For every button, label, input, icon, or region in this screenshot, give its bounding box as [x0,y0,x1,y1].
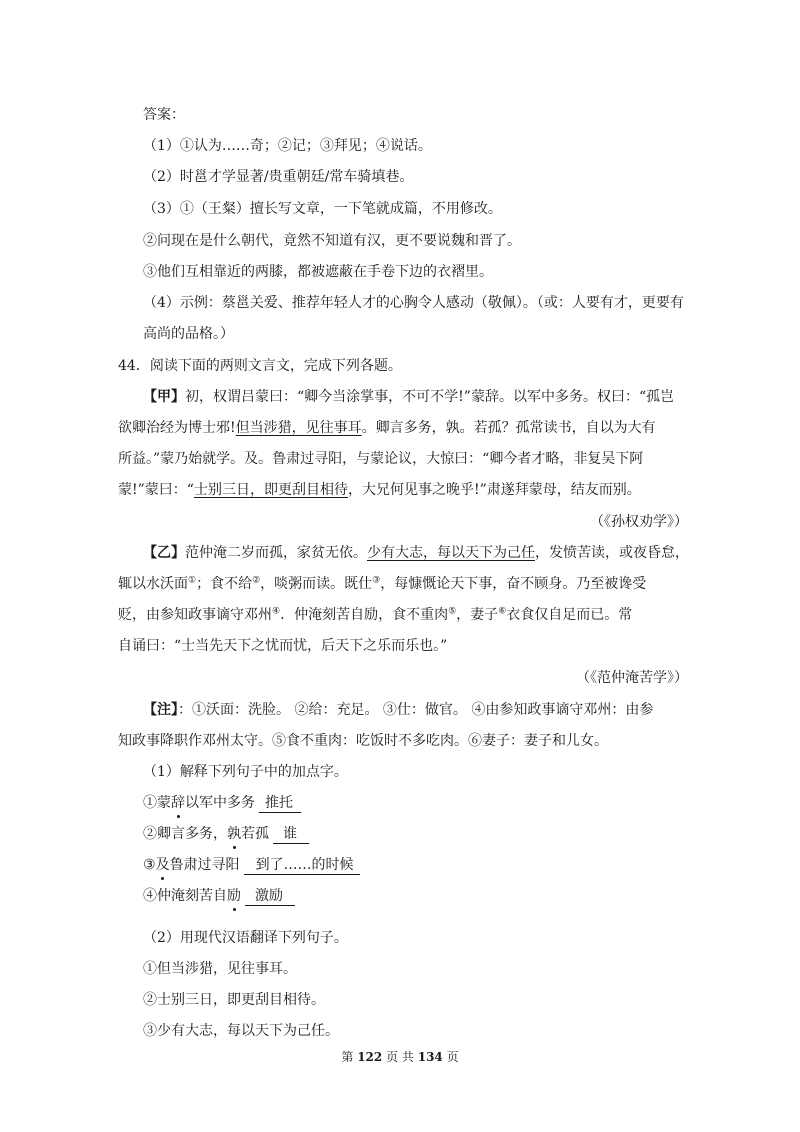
passage-yi-line-4: 自诵曰：“士当先天下之忧而忧，后天下之乐而乐也。” [118,638,448,654]
current-page-number: 122 [357,1050,383,1064]
subquestion-2-sentence-3: ③少有大志，每以天下为己任。 [143,1023,339,1039]
answer-item-2: （2）时邕才学显著/贵重朝廷/常车骑填巷。 [143,169,414,185]
passage-yi-text-1a: 范仲淹二岁而孤，家贫无依。 [185,545,367,561]
answer-item-3-3: ③他们互相靠近的两膝，都被遮蔽在手卷下边的衣褶里。 [143,264,493,280]
note-ref-3: ③ [372,575,381,586]
passage-jia-line-3: 所益。”蒙乃始就学。及。鲁肃过寻阳，与蒙论议，大惊曰：“卿今者才略，非复吴下阿 [118,451,644,467]
subquestion-1-item-4 [143,886,295,906]
item-3-dotted-char: 及 [155,857,170,873]
passage-jia-text-4b: ，大兄何见事之晚乎!”肃遂拜蒙母，结友而别。 [347,482,641,498]
item-4-answer-blank: 激励 [245,887,295,906]
passage-yi-text-1b: ，发愤苦读，或夜昏怠， [535,545,689,561]
passage-yi-text-2b: ；食不给 [196,576,253,592]
answer-heading: 答案： [143,107,185,123]
answer-item-4-line-1: （4）示例：蔡邕关爱、推荐年轻人才的心胸令人感动（敬佩）。（或：人要有才，更要有 [143,295,684,311]
answer-item-3-2: ②问现在是什么朝代，竟然不知道有汉，更不要说魏和晋了。 [143,233,521,249]
passage-jia-text-4a: 蒙!”蒙曰：“ [118,482,194,498]
passage-yi-text-3d: 衣食仅自足而已。常 [506,607,633,623]
answer-item-3-1: （3）①（王粲）擅长写文章，一下笔就成篇，不用修改。 [143,201,502,217]
note-ref-2: ② [252,575,261,586]
subquestion-2-sentence-1: ①但当涉猎，见往事耳。 [143,961,297,977]
passage-jia-text-2a: 欲卿治经为博士邪! [118,420,236,436]
footer-middle: 页 共 [386,1050,414,1064]
passage-yi-underlined: 少有大志，每以天下为己任 [367,545,535,561]
answer-item-1: （1）①认为……奇；②记；③拜见；④说话。 [143,138,432,154]
note-ref-5: ⑤ [448,606,457,617]
subquestion-2-prompt: （2）用现代汉语翻译下列句子。 [143,930,348,946]
passage-jia-source: （《孙权劝学》） [590,514,688,530]
footer-prefix: 第 [341,1050,354,1064]
subquestion-1-item-3 [143,855,360,875]
passage-yi-line-1 [143,543,689,563]
passage-yi-source: （《范仲淹苦学》） [576,670,688,686]
passage-jia-line-1 [143,387,674,407]
item-3-suffix: 鲁肃过寻阳 [169,857,240,873]
note-ref-6: ⑥ [498,606,507,617]
passage-jia-text-2b: 。卿言多务，孰。若孤？孤常读书，自以为大有 [361,420,656,436]
note-ref-4: ④ [272,606,281,617]
answer-item-4-line-2: 高尚的品格。） [143,326,234,342]
item-3-prefix: ③ [143,857,156,873]
passage-yi-text-2c: ，啖粥而读。既仕 [260,576,373,592]
footer-suffix: 页 [446,1050,459,1064]
passage-jia-text-1: 初，权谓吕蒙曰：“卿今当涂掌事，不可不学!”蒙辞。以军中多务。权曰：“孤岂 [185,389,675,405]
passage-yi-text-3b: ．仲淹刻苦自励，食不重肉 [280,607,449,623]
subquestion-1-item-2 [143,824,309,844]
subquestion-2-sentence-2: ②士别三日，即更刮目相待。 [143,992,325,1008]
item-4-prefix: ④仲淹刻苦自 [143,888,227,904]
item-2-suffix: 若孤 [241,826,269,842]
item-1-prefix: ①蒙 [143,795,171,811]
passage-yi-line-2 [118,574,646,594]
passage-yi-tag: 【乙】 [143,545,185,561]
item-2-answer-blank: 谁 [273,825,309,844]
item-4-dotted-char: 励 [227,888,241,904]
question-44-title: 44．阅读下面的两则文言文，完成下列各题。 [118,358,402,374]
notes-line-1 [143,700,653,720]
notes-text-1: ：①沃面：洗脸。 ②给：充足。 ③仕：做官。 ④由参知政事谪守邓州：由参 [178,702,654,718]
passage-jia-underlined-1: 但当涉猎，见往事耳 [235,420,362,436]
page-footer [0,1049,800,1065]
passage-yi-line-3 [118,605,632,625]
passage-yi-text-2d: ，每慷慨论天下事，奋不顾身。乃至被谗受 [380,576,647,592]
item-3-answer-blank: 到了……的时候 [244,856,360,875]
item-1-suffix: 以军中多务 [185,795,255,811]
passage-yi-text-2a: 辄以水沃面 [118,576,188,592]
item-1-dotted-char: 辞 [171,795,185,811]
passage-yi-text-3a: 贬，由参知政事谪守邓州 [118,607,272,623]
subquestion-1-item-1 [143,793,301,813]
passage-yi-text-3c: ，妻子 [456,607,499,623]
item-1-answer-blank: 推托 [259,794,301,813]
notes-line-2: 知政事降职作邓州太守。⑤食不重肉：吃饭时不多吃肉。⑥妻子：妻子和儿女。 [118,733,608,749]
passage-jia-line-2 [118,418,656,438]
passage-jia-underlined-2: 士别三日，即更刮目相待 [193,482,348,498]
passage-jia-tag: 【甲】 [143,389,185,405]
note-ref-1: ① [188,575,197,586]
notes-tag: 【注】 [143,702,178,718]
item-2-dotted-char: 孰 [227,826,241,842]
total-page-count: 134 [417,1050,443,1064]
passage-jia-line-4 [118,480,641,500]
subquestion-1-prompt: （1）解释下列句子中的加点字。 [143,764,348,780]
item-2-prefix: ②卿言多务， [143,826,227,842]
